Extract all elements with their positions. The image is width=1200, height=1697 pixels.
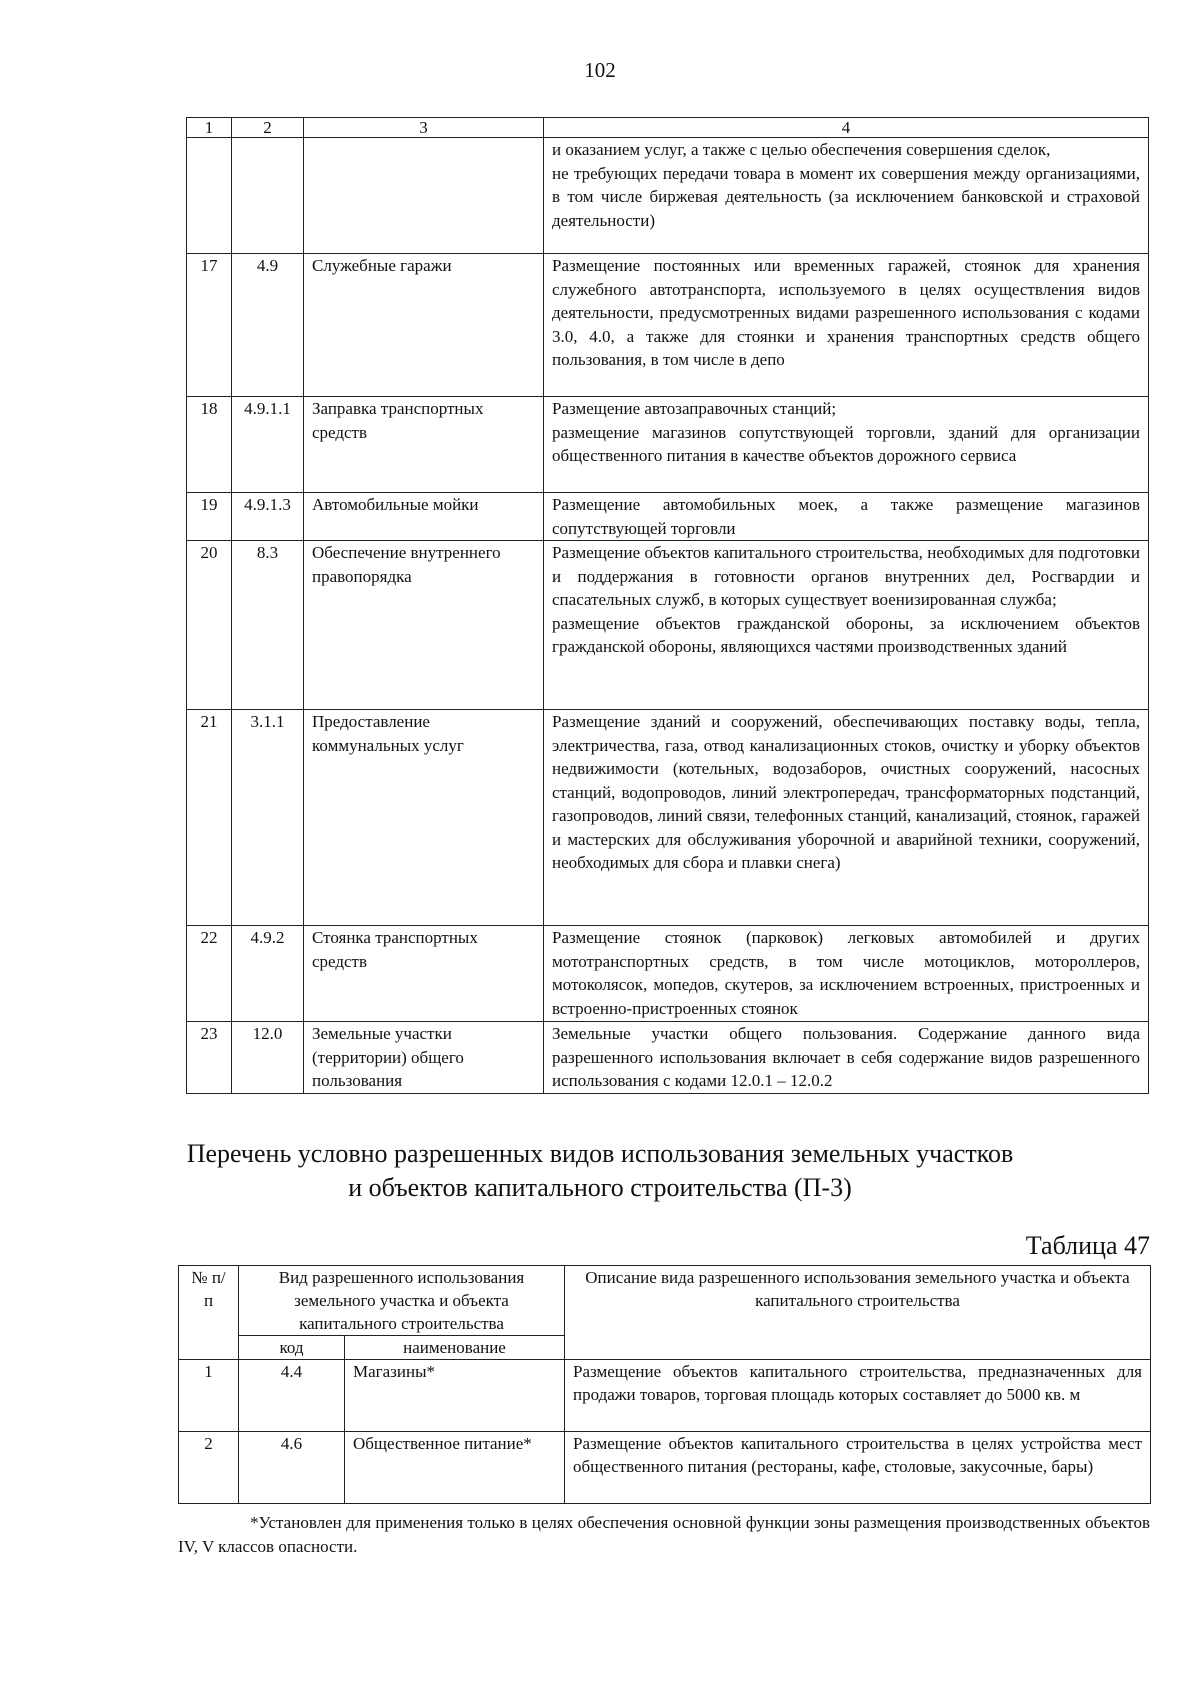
row-name	[304, 138, 544, 254]
row-name: Предоставление коммунальных услуг	[304, 710, 544, 926]
land-use-table	[186, 117, 1149, 1094]
table-header-row	[179, 1266, 1151, 1336]
row-name: Автомобильные мойки	[304, 493, 544, 541]
table-row	[187, 1022, 1149, 1094]
row-description: Размещение зданий и сооружений, обеспечивающих поставку воды, тепла, электричества, газа, отвод канализационных стоков, очистку и уборку объектов недвижимости (котельных, водозаборов, очистных сооружений, насосных станций, водопроводов, линий электропередач, трансформаторных подстанций, газопроводов, линий связи, телефонных станций, канализаций, стоянок, гаражей и мастерских для обслуживания уборочной и аварийной техники, сооружений, необходимых для сбора и плавки снега)	[544, 710, 1149, 926]
row-description: Размещение объектов капитального строительства в целях устройства мест общественного питания (рестораны, кафе, столовые, закусочные, бары)	[565, 1432, 1151, 1504]
row-code: 8.3	[232, 541, 304, 710]
row-name: Магазины*	[345, 1360, 565, 1432]
row-name: Стоянка транспортных средств	[304, 926, 544, 1022]
row-code: 4.6	[239, 1432, 345, 1504]
row-description: Земельные участки общего пользования. Содержание данного вида разрешенного использования включает в себя содержание видов разрешенного использования с кодами 12.0.1 – 12.0.2	[544, 1022, 1149, 1094]
row-number: 23	[187, 1022, 232, 1094]
row-code: 4.4	[239, 1360, 345, 1432]
row-description: Размещение стоянок (парковок) легковых автомобилей и других мототранспортных средств, в том числе мотоциклов, мотороллеров, мотоколясок, мопедов, скутеров, за исключением встроенных, пристроенных и встроенно-пристроенных стоянок	[544, 926, 1149, 1022]
row-code: 4.9	[232, 254, 304, 397]
row-number: 22	[187, 926, 232, 1022]
row-name: Служебные гаражи	[304, 254, 544, 397]
table-row	[187, 254, 1149, 397]
row-description: Размещение объектов капитального строительства, необходимых для подготовки и поддержания в готовности органов внутренних дел, Росгвардии и спасательных служб, в которых существует военизированная служба; размещение объектов гражданской обороны, за исключением объектов гражданской обороны, являющихся частями производственных зданий	[544, 541, 1149, 710]
column-number-1: 1	[187, 118, 232, 138]
row-name: Обеспечение внутреннего правопорядка	[304, 541, 544, 710]
table-caption: Таблица 47	[1025, 1231, 1150, 1260]
header-description: Описание вида разрешенного использования земельного участка и объекта капитального строительства	[565, 1266, 1151, 1360]
row-description: Размещение объектов капитального строительства, предназначенных для продажи товаров, торговая площадь которых составляет до 5000 кв. м	[565, 1360, 1151, 1432]
table-row	[179, 1360, 1151, 1432]
row-number: 2	[179, 1432, 239, 1504]
table-row	[187, 541, 1149, 710]
section-heading	[100, 1137, 1100, 1205]
table-row	[187, 710, 1149, 926]
row-number: 1	[179, 1360, 239, 1432]
conditional-use-table	[178, 1265, 1151, 1504]
row-description: Размещение автозаправочных станций; размещение магазинов сопутствующей торговли, зданий для организации общественного питания в качестве объектов дорожного сервиса	[544, 397, 1149, 493]
row-number: 18	[187, 397, 232, 493]
row-number: 17	[187, 254, 232, 397]
row-code: 12.0	[232, 1022, 304, 1094]
column-number-2: 2	[232, 118, 304, 138]
row-code: 4.9.1.1	[232, 397, 304, 493]
row-number: 19	[187, 493, 232, 541]
row-number: 21	[187, 710, 232, 926]
row-name: Земельные участки (территории) общего пользования	[304, 1022, 544, 1094]
table-row	[179, 1432, 1151, 1504]
row-name: Общественное питание*	[345, 1432, 565, 1504]
header-code: код	[239, 1336, 345, 1360]
table-row	[187, 493, 1149, 541]
row-name: Заправка транспортных средств	[304, 397, 544, 493]
header-name: наименование	[345, 1336, 565, 1360]
row-number: 20	[187, 541, 232, 710]
column-number-3: 3	[304, 118, 544, 138]
section-heading-line-2: и объектов капитального строительства (П-3)	[348, 1173, 852, 1202]
column-number-4: 4	[544, 118, 1149, 138]
row-description: Размещение автомобильных моек, а также размещение магазинов сопутствующей торговли	[544, 493, 1149, 541]
row-code: 4.9.1.3	[232, 493, 304, 541]
header-use-type: Вид разрешенного использования земельного участка и объекта капитального строительства	[239, 1266, 565, 1336]
table-header-row	[187, 118, 1149, 138]
table-row	[187, 397, 1149, 493]
table-row	[187, 138, 1149, 254]
footnote: *Установлен для применения только в целях обеспечения основной функции зоны размещения производственных объектов IV, V классов опасности.	[178, 1513, 1150, 1556]
page-number: 102	[584, 58, 616, 82]
row-description: Размещение постоянных или временных гаражей, стоянок для хранения служебного автотранспорта, используемого в целях осуществления видов деятельности, предусмотренных видами разрешенного использования с кодами 3.0, 4.0, а также для стоянки и хранения транспортных средств общего пользования, в том числе в депо	[544, 254, 1149, 397]
table-row	[187, 926, 1149, 1022]
header-number: № п/п	[179, 1266, 239, 1360]
row-code	[232, 138, 304, 254]
row-number	[187, 138, 232, 254]
row-code: 3.1.1	[232, 710, 304, 926]
row-description: и оказанием услуг, а также с целью обеспечения совершения сделок, не требующих передачи товара в момент их совершения между организациями, в том числе биржевая деятельность (за исключением банковской и страховой деятельности)	[544, 138, 1149, 254]
section-heading-line-1: Перечень условно разрешенных видов использования земельных участков	[186, 1139, 1014, 1168]
row-code: 4.9.2	[232, 926, 304, 1022]
